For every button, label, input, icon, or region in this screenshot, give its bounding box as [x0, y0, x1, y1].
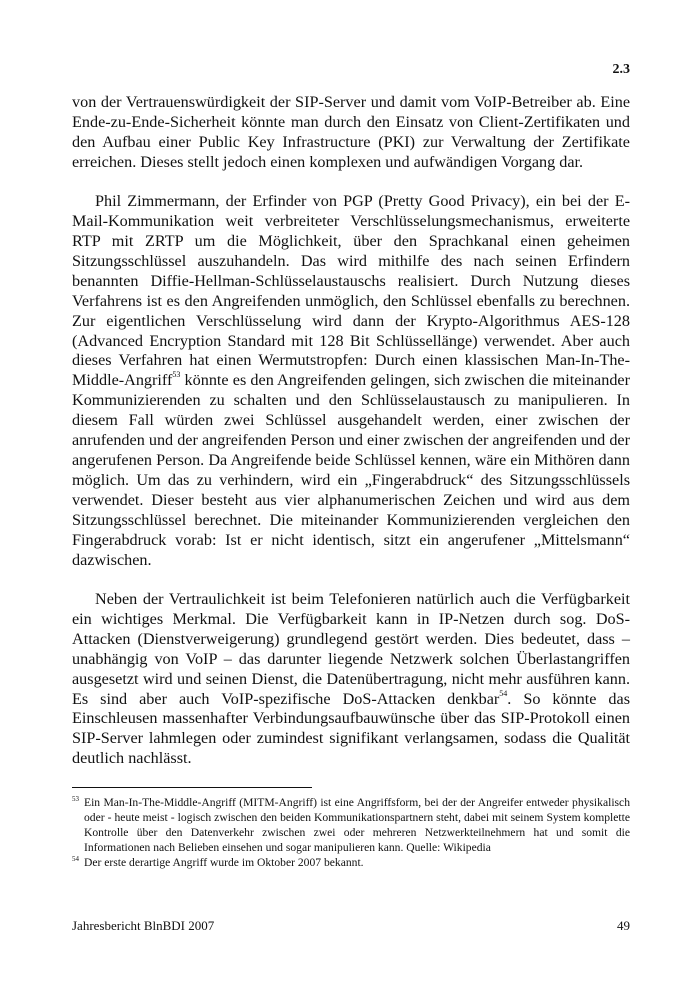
paragraph-2-text-b: könnte es den Angreifenden gelingen, sich zwischen die miteinander Kommunizierenden zu schalten und den Schlüsselaustausch zu manipulieren. In diesem Fall würden zwei Schlüssel ausgehandelt werden, einer zwischen der anrufenden und der angreifenden Person und einer zwischen der angreifenden und der angerufenen Person. Da Angreifende beide Schlüssel kennen, wäre ein Mithören dann möglich. Um das zu verhindern, wird ein „Fingerabdruck“ des Sitzungsschlüssels verwendet. Dieser besteht aus vier alphanumerischen Zeichen und wird aus dem Sitzungsschlüssel berechnet. Die miteinander Kommunizierenden vergleichen den Fingerabdruck vorab: Ist er nicht identisch, sitzt ein angerufener „Mittelsmann“ dazwischen.	[72, 371, 630, 569]
footnote-53	[72, 795, 630, 855]
footnotes	[72, 795, 630, 870]
footnote-rule	[72, 787, 312, 788]
page-number: 49	[617, 918, 630, 933]
footnote-text: Der erste derartige Angriff wurde im Oktober 2007 bekannt.	[84, 856, 364, 869]
footnote-text: Ein Man-In-The-Middle-Angriff (MITM-Angriff) ist eine Angriffsform, bei der der Angreifer entweder physikalisch oder - heute meist - logisch zwischen den beiden Kommunikationspartnern steht, dabei mit seinem System komplette Kontrolle über den Datenverkehr zwischen zwei oder mehreren Netzwerkteilnehmern hat und somit die Informationen nach Belieben einsehen und sogar manipulieren kann. Quelle: Wikipedia	[84, 796, 630, 854]
footnote-54	[72, 855, 630, 870]
paragraph-3	[72, 590, 630, 769]
paragraph-3-text-a: Neben der Vertraulichkeit ist beim Telefonieren natürlich auch die Verfügbarkeit ein wichtiges Merkmal. Die Verfügbarkeit kann in IP-Netzen durch sog. DoS-Attacken (Dienstverweigerung) grundlegend gestört werden. Dies bedeutet, dass – unabhängig von VoIP – das darunter liegende Netzwerk solchen Überlastangriffen ausgesetzt wird und seinen Dienst, die Datenübertragung, nicht mehr ausführen kann. Es sind aber auch VoIP-spezifische DoS-Attacken denkbar	[72, 590, 630, 708]
section-number: 2.3	[612, 62, 630, 77]
body-text	[72, 93, 630, 769]
footer-report-title: Jahresbericht BlnBDI 2007	[72, 918, 215, 933]
paragraph-3-text-b: . So könnte das Einschleusen massenhafter Verbindungsaufbauwünsche über das SIP-Protokoll einen SIP-Server lahmlegen oder zumindest signifikant verlangsamen, sodass die Qualität deutlich nachlässt.	[72, 689, 631, 768]
footnote-ref-53[interactable]: 53	[172, 370, 181, 380]
footnote-ref-54[interactable]: 54	[499, 688, 508, 698]
paragraph-1-text: von der Vertrauenswürdigkeit der SIP-Server und damit vom VoIP-Betreiber ab. Eine Ende-zu-Ende-Sicherheit könnte man durch den Einsatz von Client-Zertifikaten und den Aufbau einer Public Key Infrastructure (PKI) zur Verwaltung der Zertifikate erreichen. Dieses stellt jedoch einen komplexen und aufwändigen Vorgang dar.	[72, 93, 630, 171]
footnote-number: 54	[72, 855, 79, 863]
footnote-number: 53	[72, 795, 79, 803]
paragraph-2-text-a: Phil Zimmermann, der Erfinder von PGP (Pretty Good Privacy), ein bei der E-Mail-Kommunikation weit verbreiteter Verschlüsselungsmechanismus, erweiterte RTP mit ZRTP um die Möglichkeit, über den Sprachkanal einen geheimen Sitzungsschlüssel auszuhandeln. Das wird mithilfe des nach seinen Erfindern benannten Diffie-Hellman-Schlüsselaustauschs realisiert. Durch Nutzung dieses Verfahrens ist es den Angreifenden unmöglich, den Schlüssel ebenfalls zu berechnen. Zur eigentlichen Verschlüsselung wird dann der Krypto-Algorithmus AES-128 (Advanced Encryption Standard mit 128 Bit Schlüssellänge) verwendet. Aber auch dieses Verfahren hat einen Wermutstropfen: Durch einen klassischen Man-In-The-Middle-Angriff	[72, 192, 630, 390]
paragraph-1	[72, 93, 630, 173]
paragraph-2	[72, 192, 630, 570]
